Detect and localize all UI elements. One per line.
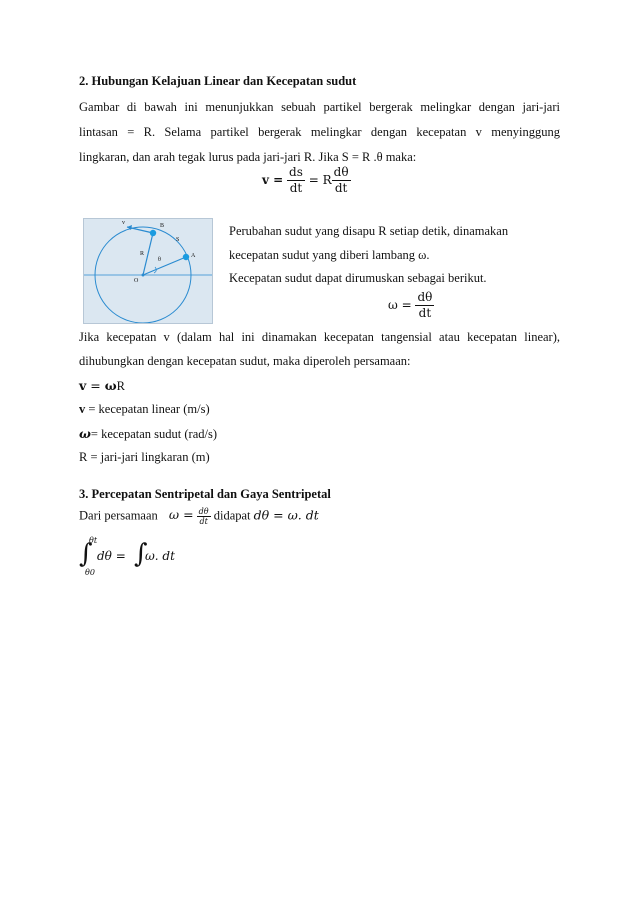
angular-velocity-equation [388,290,434,321]
fraction-dtheta-dt: $\frac{d\theta}{dt}$ [417,290,433,320]
paragraph-line: Gambar di bawah ini menunjukkan sebuah partikel bergerak melingkar dengan jari-jari [79,100,560,114]
paragraph-line: Jika kecepatan v (dalam hal ini dinamakan kecepatan tangensial atau kecepatan linear), [79,330,560,344]
circular-motion-diagram [84,219,212,323]
label-A: A [191,253,196,259]
label-S: S [176,237,180,243]
integral-sign-right: ∫ [134,539,148,569]
integral-equation [79,537,219,579]
integral-upper-limit: θt [89,536,98,545]
fraction-ds-dt: $\frac{ds}{dt}$ [289,165,303,195]
side-text-line: kecepatan sudut yang diberi lambang ω. [229,248,430,262]
section-2-heading: 2. Hubungan Kelajuan Linear dan Kecepatan sudut [79,74,357,88]
circular-motion-figure [83,218,213,324]
integral-left-body: dθ = [97,549,126,563]
label-O: O [134,278,139,284]
point-B-dot [150,230,156,236]
paragraph-line: dihubungkan dengan kecepatan sudut, maka diperoleh persamaan: [79,354,411,368]
paragraph-line: lingkaran, dan arah tegak lurus pada jari-jari R. Jika S = R .θ maka: [79,150,417,164]
eq-equals: = [308,173,319,187]
side-text-line: Perubahan sudut yang disapu R setiap detik, dinamakan [229,224,509,238]
label-theta: θ [158,257,161,263]
velocity-equation [262,165,351,196]
paragraph-line: lintasan = R. Selama partikel bergerak melingkar dengan kecepatan v menyinggung [79,125,560,139]
fraction-dtheta-dt: $\frac{d\theta}{dt}$ [333,165,349,195]
integral-lower-limit: θ0 [85,568,95,577]
eq-lhs: v = [262,173,284,187]
definition-v: v = kecepatan linear (m/s) [79,402,210,416]
section-3-heading: 3. Percepatan Sentripetal dan Gaya Sentripetal [79,487,331,501]
eq-omega-lhs: ω = [388,298,412,312]
fraction-dtheta-dt-small: $\frac{d\theta}{dt}$ [198,507,209,526]
point-A-dot [183,254,189,260]
definition-omega: ω= kecepatan sudut (rad/s) [79,426,218,441]
center-dot [142,274,145,277]
linear-velocity-relation: v = ωR [79,378,125,393]
radius-to-B [143,233,153,275]
side-text-line: Kecepatan sudut dapat dirumuskan sebagai berikut. [229,271,487,285]
integral-sign-left: ∫ [79,539,93,569]
definition-R: R = jari-jari lingkaran (m) [79,450,210,464]
integral-right-body: ω. dt [145,549,175,563]
label-B: B [160,223,165,229]
radius-to-A [143,257,186,275]
label-R: R [140,251,145,257]
section-3-intro: Dari persamaan ω = $\frac{d\theta}{dt}$ didapat dθ = ω. dt [79,507,319,526]
label-v: v [122,220,125,226]
eq-R: R [322,173,332,187]
